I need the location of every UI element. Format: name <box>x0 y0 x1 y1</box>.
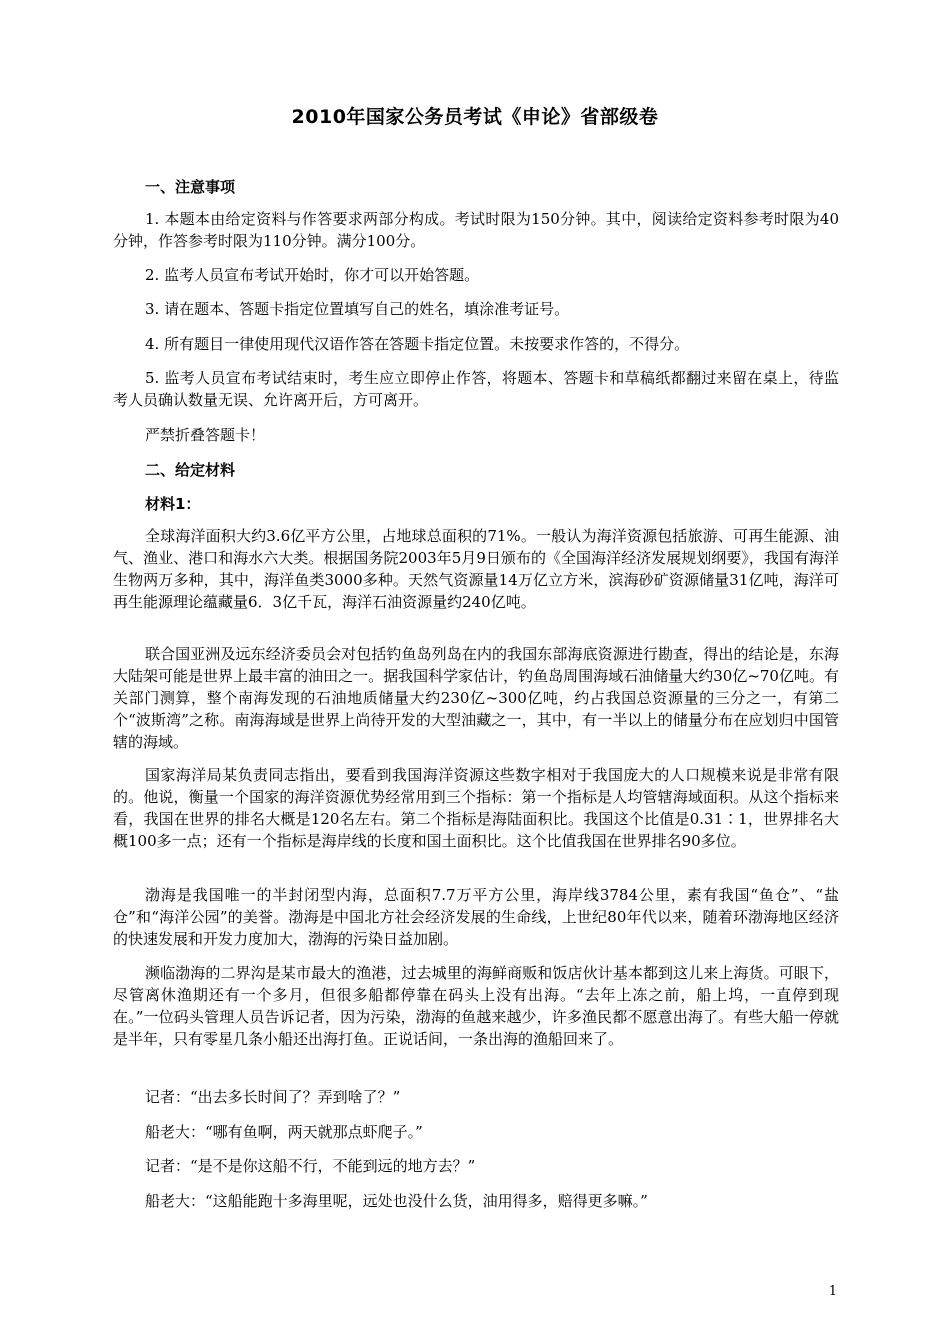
note-item: 4. 所有题目一律使用现代汉语作答在答题卡指定位置。未按要求作答的，不得分。 <box>145 335 690 353</box>
note-item: 3. 请在题本、答题卡指定位置填写自己的姓名，填涂准考证号。 <box>145 300 570 318</box>
page-title: 2010年国家公务员考试《申论》省部级卷 <box>291 106 659 128</box>
dialogue-line: 船老大：“这船能跑十多海里呢，远处也没什么货，油用得多，赔得更多嘛。” <box>145 1192 648 1210</box>
material-paragraph: 国家海洋局某负责同志指出，要看到我国海洋资源这些数字相对于我国庞大的人口规模来说是非常有限的。他说，衡量一个国家的海洋资源优势经常用到三个指标：第一个指标是人均管辖海域面积。从这个指标来看，我国在世界的排名大概是120名左右。第二个指标是海陆面积比。我国这个比值是0.31∶1，世界排名大概100多一点；还有一个指标是海岸线的长度和国土面积比。这个比值我国在世界排名90多位。 <box>113 766 839 850</box>
note-item: 2. 监考人员宣布考试开始时，你才可以开始答题。 <box>145 266 480 284</box>
dialogue-line: 船老大：“哪有鱼啊，两天就那点虾爬子。” <box>145 1123 423 1141</box>
section-heading-notes: 一、注意事项 <box>145 178 236 196</box>
material-paragraph: 渤海是我国唯一的半封闭型内海，总面积7.7万平方公里，海岸线3784公里，素有我国“鱼仓”、“盐仓”和“海洋公园”的美誉。渤海是中国北方社会经济发展的生命线，上世纪80年代以来，随着环渤海地区经济的快速发展和开发力度加大，渤海的污染日益加剧。 <box>113 886 839 948</box>
material-label: 材料1： <box>145 495 201 513</box>
material-paragraph: 联合国亚洲及远东经济委员会对包括钓鱼岛列岛在内的我国东部海底资源进行勘查，得出的结论是，东海大陆架可能是世界上最丰富的油田之一。据我国科学家估计，钓鱼岛周围海域石油储量大约30亿~70亿吨。有关部门测算，整个南海发现的石油地质储量大约230亿~300亿吨，约占我国总资源量的三分之一，有第二个“波斯湾”之称。南海海域是世界上尚待开发的大型油藏之一，其中，有一半以上的储量分布在应划归中国管辖的海域。 <box>113 645 839 751</box>
warning-text: 严禁折叠答题卡！ <box>145 426 266 444</box>
dialogue-line: 记者：“出去多长时间了？弄到啥了？” <box>145 1088 401 1106</box>
material-paragraph: 全球海洋面积大约3.6亿平方公里，占地球总面积的71%。一般认为海洋资源包括旅游、可再生能源、油气、渔业、港口和海水六大类。根据国务院2003年5月9日颁布的《全国海洋经济发展规划纲要》，我国有海洋生物两万多种，其中，海洋鱼类3000多种。天然气资源量14万亿立方米，滨海砂矿资源储量31亿吨，海洋可再生能源理论蕴藏量6．3亿千瓦，海洋石油资源量约240亿吨。 <box>113 527 839 611</box>
note-item: 1. 本题本由给定资料与作答要求两部分构成。考试时限为150分钟。其中，阅读给定资料参考时限为40分钟，作答参考时限为110分钟。满分100分。 <box>113 210 839 250</box>
note-item: 5. 监考人员宣布考试结束时，考生应立即停止作答，将题本、答题卡和草稿纸都翻过来留在桌上，待监考人员确认数量无误、允许离开后，方可离开。 <box>113 369 839 409</box>
material-paragraph: 濒临渤海的二界沟是某市最大的渔港，过去城里的海鲜商贩和饭店伙计基本都到这儿来上海货。可眼下，尽管离休渔期还有一个多月，但很多船都停靠在码头上没有出海。“去年上冻之前，船上坞，一直停到现在。”一位码头管理人员告诉记者，因为污染，渤海的鱼越来越少，许多渔民都不愿意出海了。有些大船一停就是半年，只有零星几条小船还出海打鱼。正说话间，一条出海的渔船回来了。 <box>113 964 839 1048</box>
page-number: 1 <box>828 1284 837 1299</box>
dialogue-line: 记者：“是不是你这船不行，不能到远的地方去？” <box>145 1157 476 1175</box>
section-heading-materials: 二、给定材料 <box>145 461 236 479</box>
